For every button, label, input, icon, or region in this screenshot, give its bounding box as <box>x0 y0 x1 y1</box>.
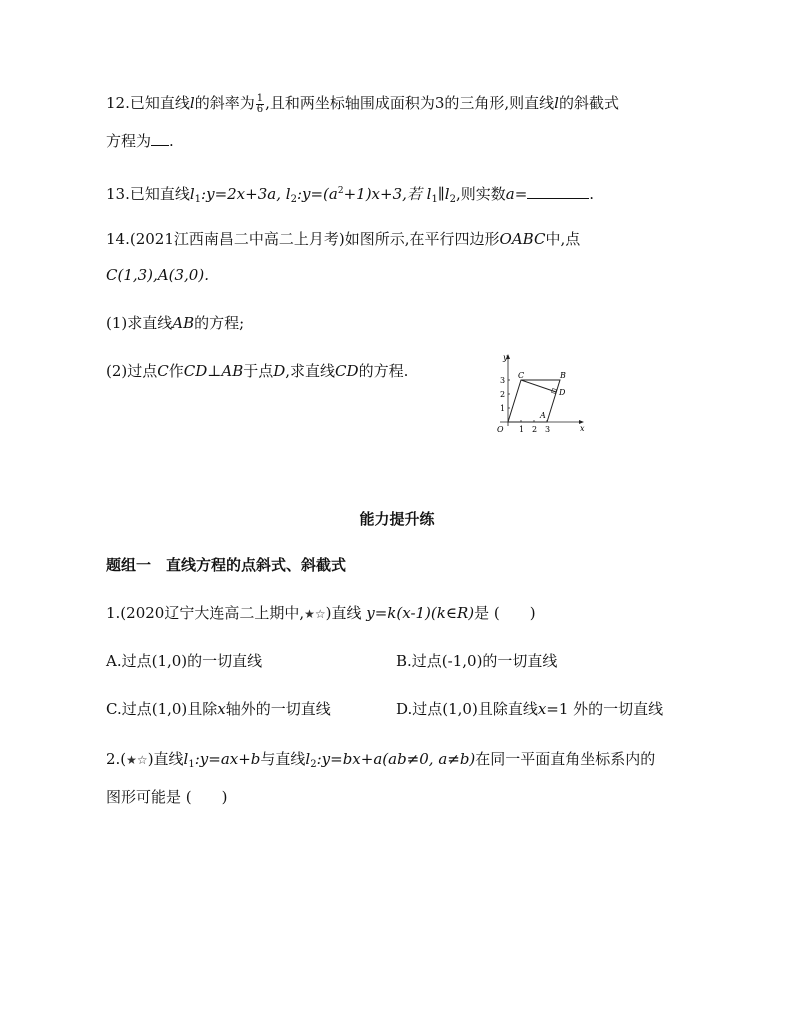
q13-l1: l <box>189 185 195 203</box>
x-tick-label-1: 1 <box>519 425 525 434</box>
q2-stem-line1 <box>106 748 655 776</box>
q12-text-2: 的斜率为 <box>194 94 255 112</box>
q13-eq2b: +1)x+3,若 <box>343 185 422 203</box>
q14-oabc: OABC <box>499 230 546 248</box>
q2-text-2: 与直线 <box>260 750 306 768</box>
q1-stem-3: 是 <box>474 604 490 622</box>
q13-sub2: 2 <box>290 194 297 205</box>
q1-option-d-1: D.过点(1,0)且除直线 <box>396 700 538 718</box>
difficulty-star-icon-2: ★☆ <box>126 753 148 767</box>
q12-fraction <box>256 94 264 115</box>
q2-l2: l <box>305 750 311 768</box>
q1-option-c-2: 轴外的一切直线 <box>225 700 331 718</box>
group-heading: 题组一 直线方程的点斜式、斜截式 <box>106 556 347 574</box>
point-d-label: D <box>559 388 566 397</box>
point-b-label: B <box>560 371 566 380</box>
difficulty-star-icon: ★☆ <box>304 607 326 621</box>
q1-answer-paren[interactable]: ( ) <box>493 604 536 622</box>
q1-option-d-x: x <box>537 700 547 718</box>
q2-l1: l <box>183 750 189 768</box>
q12-text-5: 方程为 <box>106 132 152 150</box>
q1-stem <box>106 602 536 625</box>
q14-text-1: 14.(2021江西南昌二中高二上月考)如图所示,在平行四边形 <box>106 230 500 248</box>
fraction-denominator: 6 <box>256 103 264 115</box>
y-tick-label-3: 3 <box>500 376 506 385</box>
point-c-label: C <box>518 371 525 380</box>
parallelogram-figure <box>490 352 590 434</box>
q12-line1 <box>106 92 619 115</box>
q1-option-b[interactable]: B.过点(-1,0)的一切直线 <box>396 652 558 670</box>
q1-option-d-2: =1 外的一切直线 <box>546 700 664 718</box>
q13-eq1: :y=2x+3a, <box>201 185 281 203</box>
q12-answer-blank[interactable] <box>151 131 169 146</box>
q14-cd: CD <box>335 362 359 380</box>
q2-text-3: 在同一平面直角坐标系内的 <box>475 750 656 768</box>
q14-part2-a: (2)过点 <box>106 362 158 380</box>
q14-d: D <box>273 362 286 380</box>
q13-square: 2 <box>337 186 344 196</box>
q12-var-l-2: l <box>554 94 559 112</box>
q2-sub1: 1 <box>188 759 195 770</box>
q2-text-4: 图形可能是 <box>106 788 182 806</box>
q13-eq2a: :y=(a <box>296 185 338 203</box>
q2-eq2: :y=bx+a(ab≠0, a≠b) <box>316 750 476 768</box>
parallelogram-oabc <box>508 380 560 422</box>
q12-line2 <box>106 130 174 152</box>
q14-line1 <box>106 228 580 250</box>
q13-l2b: l <box>444 185 450 203</box>
q12-number: 12. <box>106 94 130 112</box>
q12-text-3: ,且和两坐标轴围成面积为3的三角形,则直线 <box>265 94 555 112</box>
section-title: 能力提升练 <box>359 510 435 528</box>
q1-option-d[interactable] <box>396 698 663 720</box>
q14-ab: AB <box>172 314 195 332</box>
q1-equation: y=k(x-1)(k∈R) <box>366 604 475 622</box>
q2-answer-paren[interactable]: ( ) <box>185 788 228 806</box>
y-tick-label-2: 2 <box>500 390 506 399</box>
q14-part2-d: ,求直线 <box>285 362 336 380</box>
q1-stem-2: )直线 <box>325 604 362 622</box>
fraction-numerator: 1 <box>256 92 264 104</box>
q2-eq1: :y=ax+b <box>194 750 261 768</box>
q14-part1 <box>106 312 244 334</box>
q1-option-a[interactable]: A.过点(1,0)的一切直线 <box>106 652 263 670</box>
q13-sub2b: 2 <box>449 194 456 205</box>
q14-part2-e: 的方程. <box>358 362 409 380</box>
q12-period: . <box>169 132 174 150</box>
q14-c: C <box>157 362 169 380</box>
origin-label: O <box>497 425 504 434</box>
q14-part2-c: 于点 <box>243 362 274 380</box>
q14-text-1b: 中,点 <box>545 230 581 248</box>
q14-cdab: CD⊥AB <box>183 362 244 380</box>
q1-stem-1: 1.(2020辽宁大连高二上期中, <box>106 604 305 622</box>
x-tick-label-2: 2 <box>532 425 538 434</box>
q13-sub1b: 1 <box>431 194 438 205</box>
q2-number: 2.( <box>106 750 127 768</box>
q13-var-a: a <box>505 185 515 203</box>
q14-line2: C(1,3),A(3,0). <box>106 266 209 284</box>
q13-sub1: 1 <box>194 194 202 205</box>
q13-end: . <box>589 185 595 203</box>
x-tick-label-3: 3 <box>545 425 551 434</box>
q13-l1b: l <box>426 185 432 203</box>
q14-part2 <box>106 360 408 382</box>
q2-text-1: )直线 <box>147 750 184 768</box>
q12-var-l: l <box>189 94 195 112</box>
q13-answer-blank[interactable] <box>527 184 589 199</box>
q13-equals: = <box>514 185 528 203</box>
q2-sub2: 2 <box>310 759 317 770</box>
q13-tail: ,则实数 <box>455 185 506 203</box>
q1-option-c-1: C.过点(1,0)且除 <box>106 700 218 718</box>
x-axis-label: x <box>580 424 585 433</box>
parallel-symbol: ∥ <box>437 185 445 203</box>
point-a-label: A <box>540 411 546 420</box>
q1-option-c[interactable] <box>106 698 331 720</box>
q13-l2: l <box>285 185 291 203</box>
q14-part1-b: 的方程; <box>194 314 245 332</box>
q1-option-c-x: x <box>217 700 226 718</box>
q14-part1-a: (1)求直线 <box>106 314 173 332</box>
q13-line <box>106 180 594 211</box>
q2-stem-line2 <box>106 786 228 808</box>
y-axis-label: y <box>503 353 508 362</box>
segment-cd <box>521 380 556 392</box>
y-tick-label-1: 1 <box>500 404 506 413</box>
q12-text-4: 的斜截式 <box>558 94 619 112</box>
q12-text-1: 已知直线 <box>129 94 190 112</box>
q14-part2-b: 作 <box>168 362 184 380</box>
q13-text-1: 13.已知直线 <box>106 185 190 203</box>
